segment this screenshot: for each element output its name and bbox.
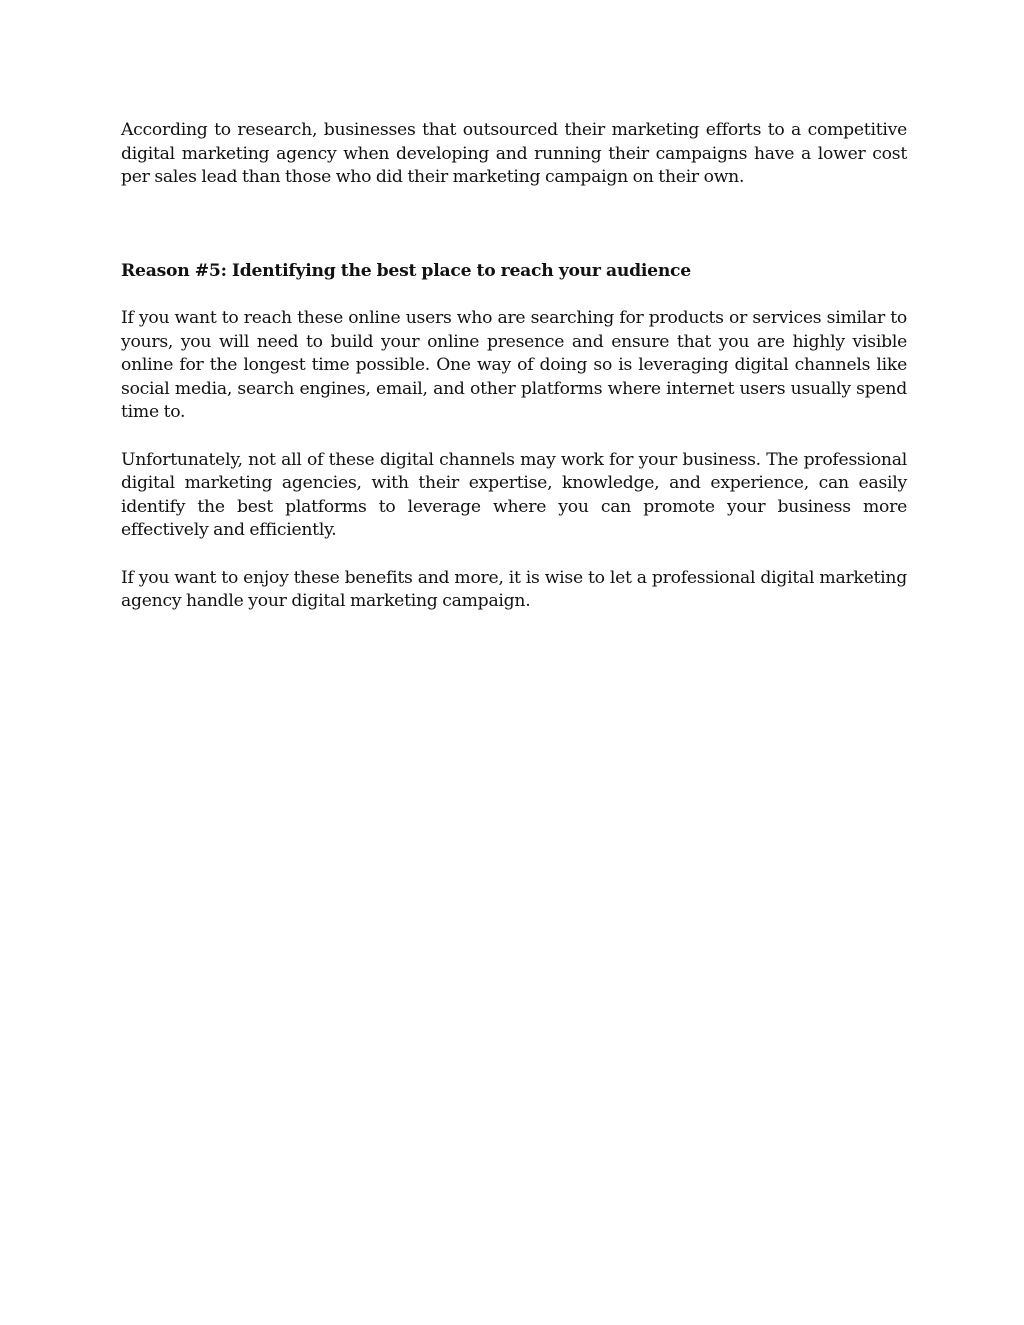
spacer bbox=[121, 283, 907, 307]
spacer bbox=[121, 190, 907, 260]
body-paragraph-1: If you want to reach these online users who are searching for products or services similar to yours, you will need to build your online presence and ensure that you are highly visible online for the longest time possible. One way of doing so is leveraging digital channels like social media, search engines, email, and other platforms where internet users usually spend time to. bbox=[121, 307, 907, 423]
document-body bbox=[121, 119, 907, 614]
body-paragraph-2: Unfortunately, not all of these digital channels may work for your business. The professional digital marketing agencies, with their expertise, knowledge, and experience, can easily identify the best platforms to leverage where you can promote your business more effectively and efficiently. bbox=[121, 449, 907, 541]
section-heading: Reason #5: Identifying the best place to reach your audience bbox=[121, 260, 691, 281]
spacer bbox=[121, 425, 907, 449]
body-paragraph-3: If you want to enjoy these benefits and more, it is wise to let a professional digital marketing agency handle your digital marketing campaign. bbox=[121, 567, 907, 612]
intro-paragraph: According to research, businesses that outsourced their marketing efforts to a competitive digital marketing agency when developing and running their campaigns have a lower cost per sales lead than those who did their marketing campaign on their own. bbox=[121, 120, 907, 188]
spacer bbox=[121, 543, 907, 567]
